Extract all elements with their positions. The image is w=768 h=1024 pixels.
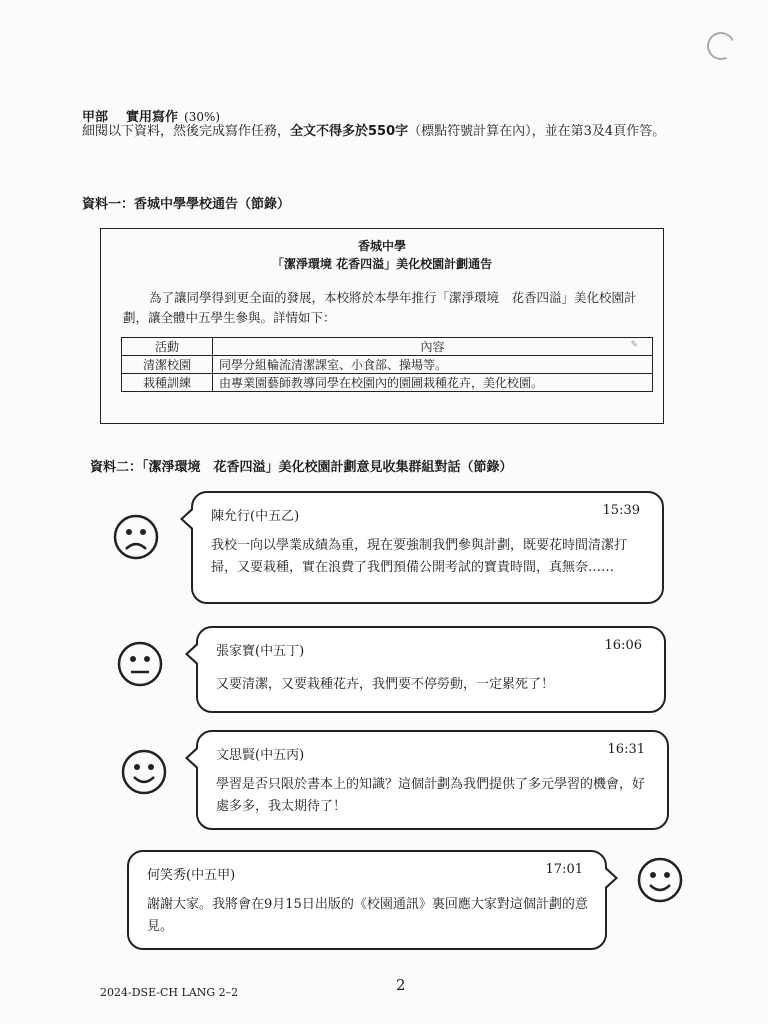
- section-weight: (30%): [184, 110, 221, 124]
- sender-name: 陳允行(中五乙): [211, 509, 300, 524]
- neutral-face-icon: [116, 640, 164, 688]
- message-time: 17:01: [545, 862, 583, 877]
- table-row: [122, 356, 653, 374]
- source2-heading: 資料二：「潔淨環境 花香四溢」美化校園計劃意見收集群組對話（節錄）: [90, 460, 513, 475]
- exam-code: 2024-DSE-CH LANG 2–2: [100, 986, 239, 999]
- chat-bubble: [191, 491, 664, 604]
- message-time: 15:39: [602, 503, 640, 518]
- smiley-face-icon: [636, 856, 684, 904]
- message-text: 謝謝大家。我將會在9月15日出版的《校園通訊》裏回應大家對這個計劃的意見。: [147, 897, 588, 934]
- message-text: 又要清潔，又要栽種花卉，我們要不停勞動，一定累死了！: [216, 677, 555, 692]
- notice-school-name: 香城中學: [357, 239, 406, 253]
- table-header-row: [122, 338, 653, 356]
- notice-body: 為了讓同學得到更全面的發展，本校將於本學年推行「潔淨環境 花香四溢」美化校園計劃，讓全體中五學生參與。詳情如下：: [123, 290, 637, 325]
- instruction-text: 細閱以下資料，然後完成寫作任務，全文不得多於550字（標點符號計算在內），並在第3及4頁作答。: [82, 124, 666, 139]
- chat-bubble: [196, 730, 669, 830]
- table-header-cell: 內容 ✎: [213, 338, 653, 356]
- message-time: 16:06: [604, 638, 642, 653]
- sender-name: 文思賢(中五丙): [216, 748, 305, 763]
- table-row: [122, 374, 653, 392]
- table-cell: 同學分組輪流清潔課室、小食部、操場等。: [213, 356, 653, 374]
- school-notice-box: [100, 228, 664, 424]
- notice-title: 「潔淨環境 花香四溢」美化校園計劃通告: [271, 257, 493, 271]
- table-header-cell: 活動: [122, 338, 213, 356]
- chat-bubble: [196, 626, 666, 713]
- message-text: 我校一向以學業成績為重，現在要強制我們參與計劃，既要花時間清潔打掃，又要栽種，實在浪費了我們預備公開考試的寶貴時間，真無奈……: [211, 538, 628, 575]
- page-number: 2: [396, 976, 406, 994]
- scan-mark-icon: ✎: [630, 340, 638, 350]
- section-title: 實用寫作: [126, 110, 179, 125]
- message-text: 學習是否只限於書本上的知識？這個計劃為我們提供了多元學習的機會，好處多多，我太期待了！: [216, 777, 646, 814]
- source1-heading: 資料一：香城中學學校通告（節錄）: [82, 197, 291, 212]
- table-cell: 栽種訓練: [122, 374, 213, 392]
- word-limit: 全文不得多於550字: [290, 124, 409, 139]
- section-label: 甲部: [82, 110, 109, 125]
- table-cell: 由專業園藝師教導同學在校園內的園圃栽種花卉，美化校園。: [213, 374, 653, 392]
- table-cell: 清潔校園: [122, 356, 213, 374]
- page-corner-mark: [703, 28, 739, 64]
- sad-face-icon: [112, 513, 160, 561]
- message-time: 16:31: [607, 742, 645, 757]
- smiley-face-icon: [120, 748, 168, 796]
- sender-name: 何笑秀(中五甲): [147, 868, 236, 883]
- chat-bubble: [127, 850, 607, 950]
- activity-table: [121, 337, 653, 392]
- sender-name: 張家寶(中五丁): [216, 644, 305, 659]
